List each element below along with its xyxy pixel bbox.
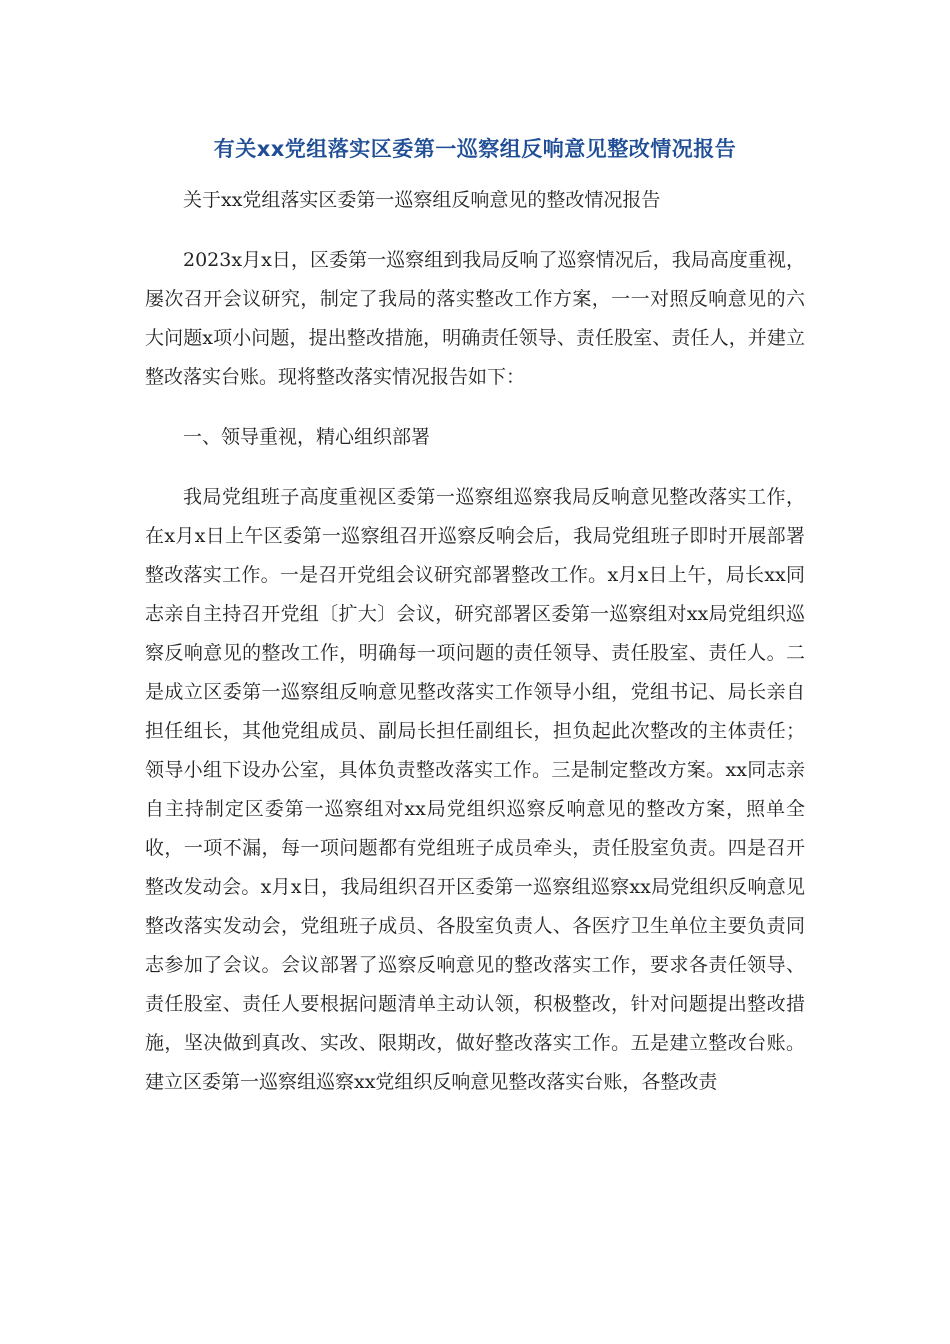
document-title: 有关xx党组落实区委第一巡察组反响意见整改情况报告 — [213, 137, 737, 161]
section-body-paragraph: 我局党组班子高度重视区委第一巡察组巡察我局反响意见整改落实工作，在x月x日上午区委第一巡察组召开巡察反响会后，我局党组班子即时开展部署整改落实工作。一是召开党组会议研究部署整改工作。x月x日上午，局长xx同志亲自主持召开党组〔扩大〕会议，研究部署区委第一巡察组对xx局党组织巡察反响意见的整改工作，明确每一项问题的责任领导、责任股室、责任人。二是成立区委第一巡察组反响意见整改落实工作领导小组，党组书记、局长亲自担任组长，其他党组成员、副局长担任副组长，担负起此次整改的主体责任；领导小组下设办公室，具体负责整改落实工作。三是制定整改方案。xx同志亲自主持制定区委第一巡察组对xx局党组织巡察反响意见的整改方案，照单全收，一项不漏，每一项问题都有党组班子成员牵头，责任股室负责。四是召开整改发动会。x月x日，我局组织召开区委第一巡察组巡察xx局党组织反响意见整改落实发动会，党组班子成员、各股室负责人、各医疗卫生单位主要负责同志参加了会议。会议部署了巡察反响意见的整改落实工作，要求各责任领导、责任股室、责任人要根据问题清单主动认领，积极整改，针对问题提出整改措施，坚决做到真改、实改、限期改，做好整改落实工作。五是建立整改台账。建立区委第一巡察组巡察xx党组织反响意见整改落实台账，各整改责 — [145, 486, 805, 1093]
document-body — [145, 181, 805, 1102]
intro-paragraph: 2023x月x日，区委第一巡察组到我局反响了巡察情况后，我局高度重视，屡次召开会议研究，制定了我局的落实整改工作方案，一一对照反响意见的六大问题x项小问题，提出整改措施，明确责任领导、责任股室、责任人，并建立整改落实台账。现将整改落实情况报告如下： — [145, 249, 805, 388]
section-heading: 一、领导重视，精心组织部署 — [183, 426, 431, 448]
document-subtitle: 关于xx党组落实区委第一巡察组反响意见的整改情况报告 — [183, 189, 661, 211]
